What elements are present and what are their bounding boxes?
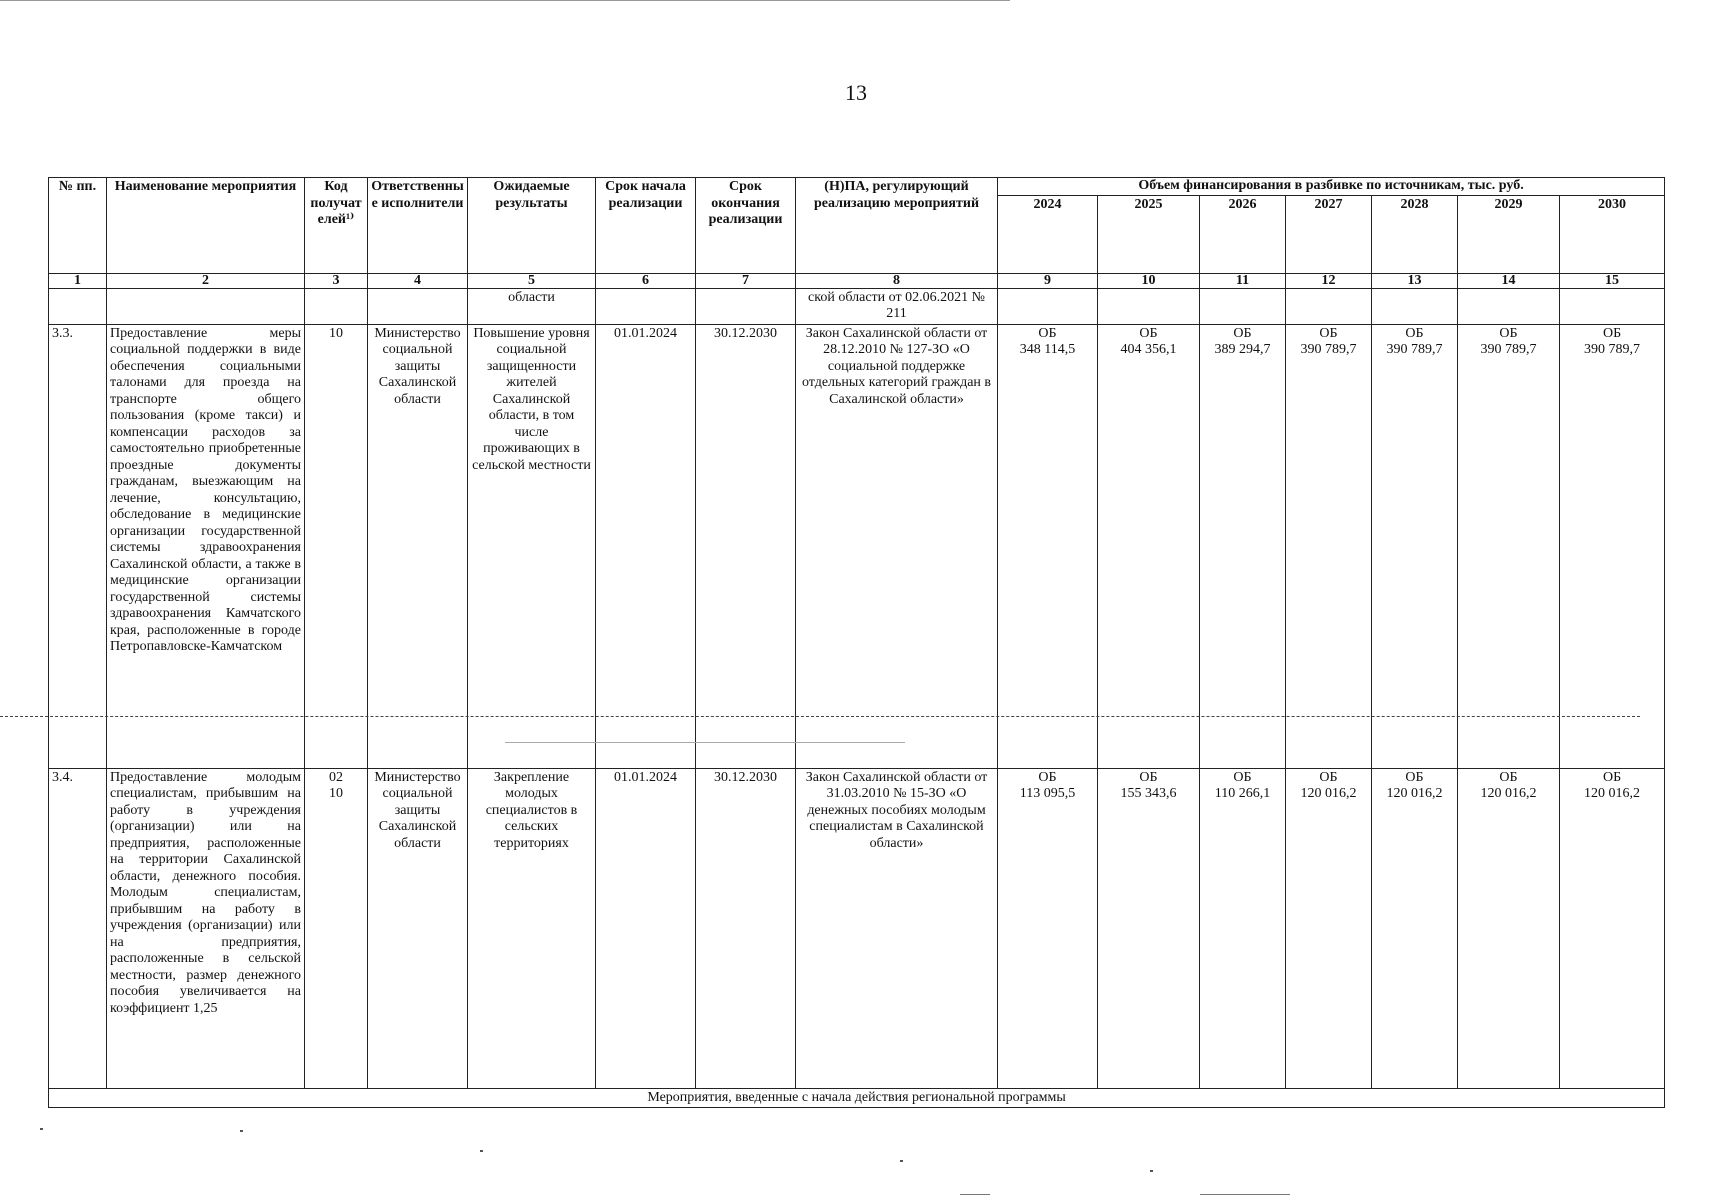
header-num-text: № пп.: [58, 179, 97, 194]
row-code: 10: [305, 324, 368, 768]
row-name: Предоставление молодым специалистам, прибывшим на работу в учреждения (организации) или на предприятия, расположенные на территории Сахалинской области, денежного пособия. Молодым специалистам, прибывшим на работу в учреждения (организации) или на предприятия, расположенные в сельской местности, размер денежного пособия увеличивается на коэффициент 1,25: [107, 768, 305, 1088]
table-cell: [1286, 288, 1372, 324]
scan-artifact-dashes: [0, 716, 1640, 717]
funding-source: ОБ: [1139, 325, 1158, 341]
footer-row: [49, 1088, 1665, 1108]
scan-artifact-dot: [900, 1160, 903, 1162]
funding-value: 120 016,2: [1386, 786, 1443, 802]
funding-value: 390 789,7: [1584, 342, 1641, 358]
funding-source: ОБ: [1038, 769, 1057, 785]
header-row: [49, 178, 1665, 196]
funding-source: ОБ: [1319, 325, 1338, 341]
scan-artifact-line: [0, 0, 1010, 1]
funding-cell: [998, 768, 1098, 1088]
funding-value: 120 016,2: [1480, 786, 1537, 802]
header-results: [468, 178, 596, 274]
column-number: 15: [1560, 273, 1665, 288]
header-num: [49, 178, 107, 274]
header-financing: [998, 178, 1665, 196]
column-number: 5: [468, 273, 596, 288]
header-year: 2024: [998, 195, 1098, 273]
funding-cell: [1560, 768, 1665, 1088]
header-year: 2030: [1560, 195, 1665, 273]
funding-cell: [1098, 768, 1200, 1088]
column-number: 3: [305, 273, 368, 288]
funding-source: ОБ: [1405, 769, 1424, 785]
row-start: 01.01.2024: [596, 768, 696, 1088]
header-end: [696, 178, 796, 274]
header-year: 2028: [1372, 195, 1458, 273]
funding-value: 390 789,7: [1300, 342, 1357, 358]
header-year: 2029: [1458, 195, 1560, 273]
header-code: [305, 178, 368, 274]
column-number: 1: [49, 273, 107, 288]
header-start: [596, 178, 696, 274]
program-table: [48, 177, 1665, 1108]
row-code: [305, 768, 368, 1088]
funding-value: 120 016,2: [1584, 786, 1641, 802]
funding-cell: [1458, 768, 1560, 1088]
column-number: 13: [1372, 273, 1458, 288]
row-end: 30.12.2030: [696, 768, 796, 1088]
row-code-line: 02: [329, 769, 343, 785]
column-number: 10: [1098, 273, 1200, 288]
column-number: 9: [998, 273, 1098, 288]
table-cell: [1200, 288, 1286, 324]
row-code-line: 10: [329, 786, 343, 802]
header-results-text: Ожидаемые результаты: [493, 179, 570, 211]
footer-caption: Мероприятия, введенные с начала действия региональной программы: [49, 1088, 1665, 1108]
table-cell: [998, 288, 1098, 324]
table-cell: [1560, 288, 1665, 324]
table-cell: [368, 288, 468, 324]
column-number: 4: [368, 273, 468, 288]
funding-cell: [1286, 324, 1372, 768]
row-results: Закрепление молодых специалистов в сельских территориях: [468, 768, 596, 1088]
funding-value: 390 789,7: [1386, 342, 1443, 358]
funding-cell: [1200, 768, 1286, 1088]
funding-cell: [1286, 768, 1372, 1088]
header-npa-text: (Н)ПА, регулирующий реализацию мероприятий: [813, 179, 980, 211]
funding-cell: [1560, 324, 1665, 768]
row-num: 3.3.: [49, 324, 107, 768]
table-row: [49, 324, 1665, 768]
column-number: 7: [696, 273, 796, 288]
row-responsible: Министерство социальной защиты Сахалинской области: [368, 324, 468, 768]
funding-cell: [1200, 324, 1286, 768]
funding-cell: [998, 324, 1098, 768]
funding-source: ОБ: [1233, 325, 1252, 341]
scan-artifact-dot: [40, 1128, 43, 1130]
continuation-results: области: [468, 288, 596, 324]
funding-source: ОБ: [1499, 325, 1518, 341]
row-end: 30.12.2030: [696, 324, 796, 768]
funding-value: 120 016,2: [1300, 786, 1357, 802]
funding-source: ОБ: [1139, 769, 1158, 785]
funding-source: ОБ: [1602, 769, 1622, 785]
column-number: 8: [796, 273, 998, 288]
table-cell: [49, 288, 107, 324]
row-num: 3.4.: [49, 768, 107, 1088]
funding-value: 404 356,1: [1120, 342, 1177, 358]
table-cell: [596, 288, 696, 324]
header-year: 2025: [1098, 195, 1200, 273]
funding-value: 390 789,7: [1480, 342, 1537, 358]
funding-value: 389 294,7: [1214, 342, 1271, 358]
page-number: 13: [845, 80, 867, 105]
scan-artifact-dot: [1150, 1170, 1153, 1172]
funding-source: ОБ: [1233, 769, 1252, 785]
column-number: 2: [107, 273, 305, 288]
row-npa: Закон Сахалинской области от 28.12.2010 № 127-ЗО «О социальной поддержке отдельных категорий граждан в Сахалинской области»: [796, 324, 998, 768]
table-cell: [696, 288, 796, 324]
header-financing-text: Объем финансирования в разбивке по источникам, тыс. руб.: [1138, 178, 1524, 193]
header-code-text: Код получателей¹⁾: [310, 179, 362, 228]
continuation-npa: ской области от 02.06.2021 № 211: [796, 288, 998, 324]
funding-cell: [1458, 324, 1560, 768]
column-number: 11: [1200, 273, 1286, 288]
funding-value: 113 095,5: [1019, 786, 1076, 802]
table-cell: [305, 288, 368, 324]
column-numbers-row: [49, 273, 1665, 288]
header-end-text: Срок окончания реализации: [708, 179, 783, 228]
column-number: 12: [1286, 273, 1372, 288]
column-number: 6: [596, 273, 696, 288]
header-year: 2027: [1286, 195, 1372, 273]
scan-artifact-line: [960, 1194, 990, 1195]
funding-source: ОБ: [1499, 769, 1518, 785]
table-row: [49, 768, 1665, 1088]
funding-source: ОБ: [1405, 325, 1424, 341]
funding-value: 348 114,5: [1019, 342, 1076, 358]
row-start: 01.01.2024: [596, 324, 696, 768]
row-responsible: Министерство социальной защиты Сахалинской области: [368, 768, 468, 1088]
scan-artifact-dot: [480, 1150, 483, 1152]
funding-cell: [1098, 324, 1200, 768]
column-number: 14: [1458, 273, 1560, 288]
header-responsible-text: Ответственные исполнители: [371, 179, 464, 211]
continuation-row: [49, 288, 1665, 324]
funding-cell: [1372, 768, 1458, 1088]
scan-artifact-line: [505, 742, 905, 743]
table-cell: [107, 288, 305, 324]
header-name: [107, 178, 305, 274]
row-results: Повышение уровня социальной защищенности жителей Сахалинской области, в том числе проживающих в сельской местности: [468, 324, 596, 768]
scan-artifact-line: [1200, 1194, 1290, 1195]
funding-value: 155 343,6: [1120, 786, 1177, 802]
funding-source: ОБ: [1319, 769, 1338, 785]
header-responsible: [368, 178, 468, 274]
row-npa: Закон Сахалинской области от 31.03.2010 № 15-ЗО «О денежных пособиях молодым специалистам в Сахалинской области»: [796, 768, 998, 1088]
table-cell: [1098, 288, 1200, 324]
header-npa: [796, 178, 998, 274]
funding-cell: [1372, 324, 1458, 768]
table-cell: [1458, 288, 1560, 324]
row-name: Предоставление меры социальной поддержки в виде обеспечения социальными талонами для проезда на транспорте общего пользования (кроме такси) и компенсации расходов за самостоятельно приобретенные проездные документы гражданам, выезжающим на лечение, консультацию, обследование в медицинские организации государственной системы здравоохранения Сахалинской области, а также в медицинские организации государственной системы здравоохранения Камчатского края, расположенные в городе Петропавловске-Камчатском: [107, 324, 305, 768]
header-name-text: Наименование мероприятия: [114, 179, 297, 194]
funding-value: 110 266,1: [1214, 786, 1271, 802]
header-start-text: Срок начала реализации: [605, 179, 686, 211]
scan-artifact-dot: [240, 1130, 243, 1132]
header-year: 2026: [1200, 195, 1286, 273]
funding-source: ОБ: [1038, 325, 1057, 341]
table-cell: [1372, 288, 1458, 324]
funding-source: ОБ: [1602, 325, 1622, 341]
